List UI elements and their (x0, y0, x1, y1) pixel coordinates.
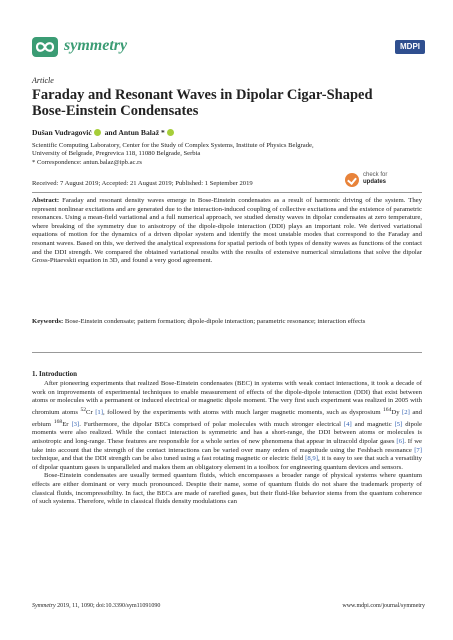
citation-link[interactable]: [2] (402, 409, 410, 417)
citation-link[interactable]: [7] (414, 446, 422, 454)
paper-title: Faraday and Resonant Waves in Dipolar Cigar-Shaped Bose-Einstein Condensates (32, 87, 373, 119)
paragraph: After pioneering experiments that realized Bose-Einstein condensates (BEC) in systems with weak contact interactions, it took a decade of work on improvements of experimental techniques to enable measurement of effects of the dipole-dipole interaction (DDI) that exist between atoms or molecules with a permanent or induced electrical or magnetic dipole moment. The very first such experiment was realized in 2005 with chromium atoms $^{52}$Cr [1], followed by the experiments with atoms with much larger magnetic moments, such as dysprosium $^{164}$Dy [2] and erbium $^{168}$Er [3]. Furthermore, the dipolar BECs comprised of polar molecules with much stronger electrical [4] and magnetic [5] dipole moments were also realized. While the contact interaction is symmetric and has a short-range, the DDI between atoms or molecules is anisotropic and long-range. These features are responsible for a whole series of new phenomena that appear in ultracold dipolar gases [6]. If we take into account that the strength of the contact interactions can be varied over many orders of magnitude using the Feshbach resonance [7] technique, and that the DDI strength can be also tuned using a fast rotating magnetic or electric field [8,9], it is easy to see that such a versatility of dipolar quantum gases is unparalleled and makes them an obligatory element in a toolbox for engineering quantum devices and sensors. (32, 380, 423, 471)
check-updates-icon (345, 173, 359, 187)
affiliation-line: Scientific Computing Laboratory, Center for the Study of Complex Systems, Institute of Physics Belgrade, (32, 142, 314, 149)
abstract-label: Abstract: (32, 197, 60, 204)
citation-link[interactable]: [6] (396, 438, 405, 446)
journal-name: symmetry (64, 37, 128, 54)
citation-link[interactable]: [8,9] (305, 455, 318, 463)
keywords (32, 318, 422, 327)
abstract-text: Faraday and resonant density waves emerge in Bose-Einstein condensates as a result of harmonic driving of the system. They represent nonlinear excitations and are generated due to the interaction-induced coupling of collective excitations and the existence of parametric resonances. Using a mean-field variational and a full numerical approach, we studied density waves in dipolar condensates at zero temperature, where breaking of the symmetry due to anisotropy of the dipole-dipole interaction (DDI) plays an important role. We derived variational equations of motion for the dynamics of a driven dipolar system and identify the most unstable modes that correspond to the Faraday and resonant waves. Based on this, we derived the analytical expressions for spatial periods of both types of density waves as functions of the contact and the DDI strength. We compared the obtained variational results with the results of extensive numerical simulations that solve the dipolar Gross-Pitaevskii equation in 3D, and found a very good agreement. (32, 197, 422, 265)
footer-website[interactable]: www.mdpi.com/journal/symmetry (342, 603, 425, 609)
author-name: Antun Balaž * (118, 128, 165, 137)
correspondence: * Correspondence: antun.balaz@ipb.ac.rs (32, 158, 142, 166)
paragraph: Bose-Einstein condensates are usually termed quantum fluids, which encompasses a broader range of physical systems where quantum effects are either dominant or very much pronounced. Despite their name, some of quantum fluids do not share the trademark property of classical fluids, incompressibility. In fact, the BECs are made of rarefied gases, but their fluid-like behavior stems from the quantum coherence of such systems. Therefore, while in classical fluids density modulations can (32, 472, 422, 506)
check-updates-line1: check for (363, 172, 388, 178)
journal-logo-icon (32, 37, 58, 57)
section-heading: 1. Introduction (32, 370, 77, 378)
affiliation-line: University of Belgrade, Pregrevica 118, 11080 Belgrade, Serbia (32, 150, 201, 158)
author-separator: and (102, 128, 119, 137)
footer-citation: Symmetry 2019, 11, 1090; doi:10.3390/sym11091090 (32, 603, 161, 609)
orcid-icon[interactable] (94, 129, 101, 136)
divider (32, 192, 422, 193)
check-updates-line2: updates (363, 179, 387, 185)
orcid-icon[interactable] (167, 129, 174, 136)
keywords-text: Bose-Einstein condensate; pattern formation; dipole-dipole interaction; parametric resonance; interaction effects (64, 318, 366, 325)
citation-link[interactable]: [1] (95, 409, 103, 417)
abstract (32, 197, 422, 266)
section-body (32, 380, 422, 507)
article-type: Article (32, 76, 54, 85)
citation-link[interactable]: [5] (394, 420, 403, 428)
mdpi-logo: MDPI (395, 40, 425, 54)
divider (32, 352, 422, 353)
author-list (32, 128, 176, 137)
citation-link[interactable]: [3] (71, 420, 80, 428)
keywords-label: Keywords: (32, 318, 64, 325)
author-name: Dušan Vudragović (32, 128, 92, 137)
check-for-updates-button[interactable] (345, 172, 419, 190)
citation-link[interactable]: [4] (343, 420, 352, 428)
publication-dates: Received: 7 August 2019; Accepted: 21 August 2019; Published: 1 September 2019 (32, 180, 253, 187)
affiliation (32, 142, 362, 167)
